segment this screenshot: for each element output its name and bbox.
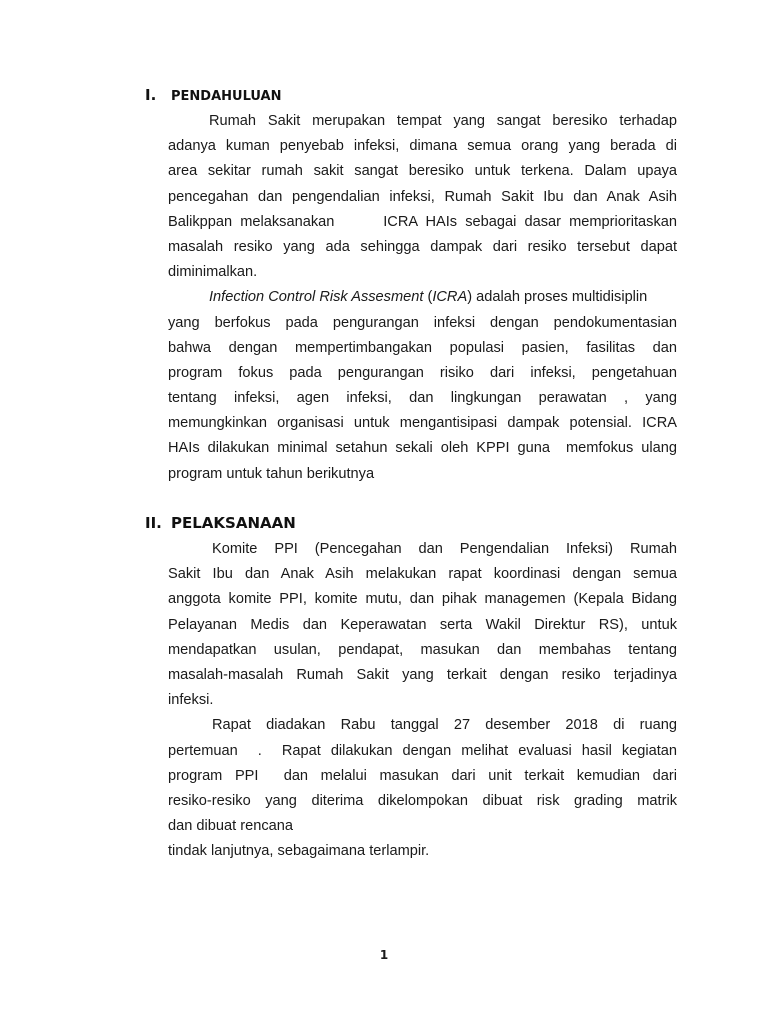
- section-number: I.: [145, 86, 157, 104]
- paragraph-line: Pelayanan Medis dan Keperawatan serta Wakil Direktur RS), untuk: [168, 616, 677, 633]
- paragraph-line: pertemuan . Rapat dilakukan dengan melihat evaluasi hasil kegiatan: [168, 742, 677, 759]
- paragraph-line: Rumah Sakit merupakan tempat yang sangat beresiko terhadap: [209, 113, 677, 129]
- section-body-pelaksanaan: [168, 537, 677, 864]
- italic-term: Infection Control Risk Assesment: [209, 289, 424, 306]
- paragraph-line: memungkinkan organisasi untuk mengantisipasi dampak potensial. ICRA: [168, 415, 677, 432]
- paragraph-line-icra-definition: [168, 285, 677, 310]
- page-number: 1: [379, 948, 389, 962]
- paragraph-line: HAIs dilakukan minimal setahun sekali oleh KPPI guna memfokus ulang: [168, 440, 677, 457]
- paragraph-line: infeksi.: [168, 692, 214, 709]
- paragraph-line: tindak lanjutnya, sebagaimana terlampir.: [168, 843, 430, 860]
- paragraph-line: masalah-masalah Rumah Sakit yang terkait dengan resiko terjadinya: [168, 666, 677, 683]
- paragraph-line: Sakit Ibu dan Anak Asih melakukan rapat koordinasi dengan semua: [168, 566, 677, 583]
- paragraph-line: Rapat diadakan Rabu tanggal 27 desember 2018 di ruang: [212, 717, 677, 734]
- text-fragment: (: [423, 289, 433, 306]
- paragraph-line: anggota komite PPI, komite mutu, dan pihak managemen (Kepala Bidang: [168, 591, 677, 608]
- section-body-pendahuluan: [168, 109, 677, 487]
- paragraph-line: Komite PPI (Pencegahan dan Pengendalian Infeksi) Rumah: [212, 541, 677, 557]
- text-fragment: ) adalah proses multidisiplin: [467, 289, 648, 306]
- section-heading-pendahuluan: [145, 86, 282, 104]
- paragraph-line: diminimalkan.: [168, 264, 258, 281]
- paragraph-line: yang berfokus pada pengurangan infeksi dengan pendokumentasian: [168, 314, 677, 331]
- paragraph-line: program PPI dan melalui masukan dari unit terkait kemudian dari: [168, 767, 677, 784]
- section-title: PENDAHULUAN: [171, 89, 282, 104]
- paragraph-line: mendapatkan usulan, pendapat, masukan dan membahas tentang: [168, 641, 677, 658]
- paragraph-line: bahwa dengan mempertimbangakan populasi pasien, fasilitas dan: [168, 339, 677, 356]
- paragraph-line: Balikppan melaksanakan ICRA HAIs sebagai dasar memprioritaskan: [168, 213, 677, 230]
- paragraph-line: dan dibuat rencana: [168, 818, 293, 835]
- paragraph-line: area sekitar rumah sakit sangat beresiko untuk terkena. Dalam upaya: [168, 163, 677, 180]
- italic-term: ICRA: [432, 289, 468, 306]
- section-heading-pelaksanaan: [145, 514, 296, 532]
- paragraph-line: resiko-resiko yang diterima dikelompokan dibuat risk grading matrik: [168, 792, 677, 809]
- paragraph-line: adanya kuman penyebab infeksi, dimana semua orang yang berada di: [168, 138, 677, 155]
- section-number: II.: [145, 514, 162, 532]
- paragraph-line: masalah resiko yang ada sehingga dampak dari resiko tersebut dapat: [168, 238, 677, 255]
- paragraph-line: program untuk tahun berikutnya: [168, 465, 375, 482]
- paragraph-line: program fokus pada pengurangan risiko dari infeksi, pengetahuan: [168, 364, 677, 381]
- section-title: PELAKSANAAN: [171, 514, 296, 532]
- paragraph-line: tentang infeksi, agen infeksi, dan lingkungan perawatan , yang: [168, 390, 677, 407]
- paragraph-line: pencegahan dan pengendalian infeksi, Rumah Sakit Ibu dan Anak Asih: [168, 188, 677, 205]
